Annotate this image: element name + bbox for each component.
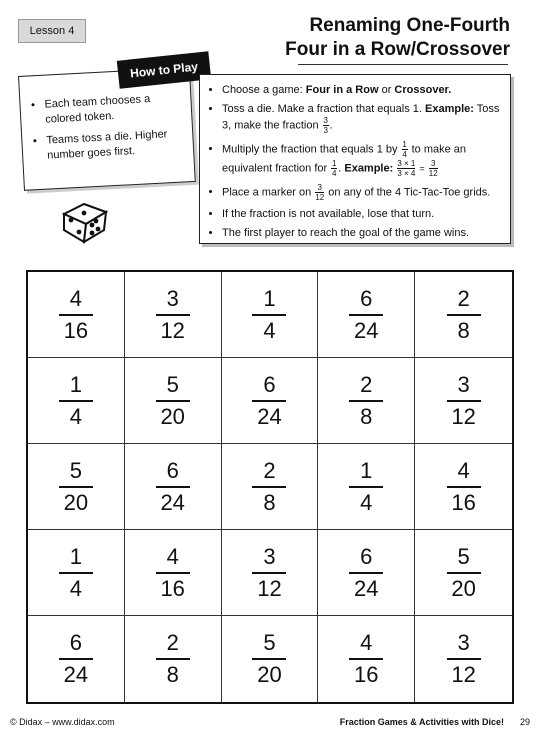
lesson-label: Lesson 4: [18, 19, 86, 43]
inline-fraction: $\frac{3 \times 1}{3 \times 4}$: [397, 159, 416, 178]
fraction: [156, 372, 190, 430]
grid-cell[interactable]: [318, 444, 415, 530]
numerator: 4: [166, 543, 179, 569]
fraction-bar: [156, 314, 190, 316]
fraction: [447, 630, 481, 688]
fraction-bar: [447, 572, 481, 574]
numerator: 5: [69, 457, 83, 483]
denominator: 20: [63, 489, 89, 515]
fraction: [447, 544, 481, 602]
inline-fraction: $\frac{1}{4}$: [402, 140, 407, 159]
denominator: 24: [354, 575, 379, 601]
numerator: 1: [69, 371, 83, 397]
fraction: [252, 630, 286, 688]
fraction: [252, 544, 286, 602]
numerator: 4: [360, 630, 373, 655]
numerator: 6: [263, 371, 276, 397]
rules-card: [199, 74, 511, 244]
fraction-bar: [349, 486, 383, 488]
fraction: [252, 458, 286, 516]
rule-item: • Choose a game: Four in a Row or Crossover.: [222, 83, 502, 97]
denominator: 12: [451, 662, 476, 687]
fraction: [447, 286, 481, 344]
grid-cell[interactable]: [125, 530, 222, 616]
grid-cell[interactable]: [28, 444, 125, 530]
rule-item: • Toss a die. Make a fraction that equals 1. Example: Toss 3, make the fraction $\frac{3}{3}$ .: [222, 102, 502, 135]
fraction: [252, 372, 286, 430]
grid-cell[interactable]: [125, 616, 222, 702]
fraction-bar: [447, 658, 481, 660]
numerator: 1: [69, 543, 83, 569]
title-line-2: Four in a Row/Crossover: [285, 39, 510, 60]
grid-cell[interactable]: [125, 272, 222, 358]
grid-cell[interactable]: [222, 272, 319, 358]
numerator: 3: [166, 285, 179, 311]
inline-fraction: $\frac{3}{3}$: [323, 116, 328, 135]
denominator: 24: [160, 489, 185, 515]
fraction-bar: [156, 486, 190, 488]
numerator: 4: [457, 457, 470, 483]
denominator: 12: [257, 575, 282, 601]
fraction: [156, 544, 190, 602]
numerator: 2: [166, 630, 179, 655]
denominator: 16: [354, 662, 379, 687]
rule-item: • If the fraction is not available, lose that turn.: [222, 207, 502, 221]
denominator: 24: [354, 317, 379, 343]
numerator: 3: [263, 543, 276, 569]
numerator: 2: [263, 457, 276, 483]
numerator: 2: [457, 285, 470, 311]
denominator: 4: [69, 575, 83, 601]
denominator: 4: [263, 317, 276, 343]
denominator: 8: [457, 317, 470, 343]
grid-cell[interactable]: [125, 358, 222, 444]
grid-cell[interactable]: [222, 616, 319, 702]
fraction-bar: [252, 400, 286, 402]
fraction: [59, 372, 93, 430]
fraction-bar: [349, 400, 383, 402]
numerator: 6: [360, 543, 373, 569]
denominator: 12: [160, 317, 185, 343]
title-line-1: Renaming One-Fourth: [309, 15, 510, 36]
fraction: [59, 286, 93, 344]
numerator: 5: [166, 371, 179, 397]
denominator: 16: [63, 317, 89, 343]
numerator: 1: [360, 457, 373, 483]
grid-cell[interactable]: [28, 616, 125, 702]
denominator: 4: [69, 403, 83, 429]
grid-cell[interactable]: [415, 358, 512, 444]
denominator: 24: [63, 662, 89, 687]
denominator: 4: [360, 489, 373, 515]
inline-fraction: $\frac{1}{4}$: [332, 159, 337, 178]
fraction: [156, 458, 190, 516]
fraction-bar: [156, 572, 190, 574]
numerator: 6: [360, 285, 373, 311]
fraction-bar: [447, 314, 481, 316]
footer-book-title: Fraction Games & Activities with Dice!: [339, 717, 504, 727]
fraction: [349, 630, 383, 688]
numerator: 5: [263, 630, 276, 655]
fraction-bar: [156, 658, 190, 660]
fraction: [349, 544, 383, 602]
fraction: [156, 630, 190, 688]
grid-cell[interactable]: [222, 444, 319, 530]
numerator: 2: [360, 371, 373, 397]
fraction-bar: [252, 658, 286, 660]
footer-copyright: © Didax – www.didax.com: [10, 717, 115, 727]
denominator: 24: [257, 403, 282, 429]
grid-cell[interactable]: [415, 272, 512, 358]
grid-cell[interactable]: [318, 530, 415, 616]
denominator: 8: [166, 662, 179, 687]
fraction: [349, 372, 383, 430]
fraction: [59, 458, 93, 516]
fraction-bar: [59, 572, 93, 574]
grid-cell[interactable]: [318, 272, 415, 358]
inline-fraction: $\frac{3}{12}$: [428, 159, 438, 178]
denominator: 12: [451, 403, 476, 429]
denominator: 16: [160, 575, 185, 601]
fraction-bar: [349, 572, 383, 574]
fraction-bar: [59, 314, 93, 316]
numerator: 6: [69, 630, 83, 655]
how-to-play-banner: How to Play: [117, 51, 211, 88]
title-divider: [298, 64, 508, 65]
grid-cell[interactable]: [222, 358, 319, 444]
fraction: [252, 286, 286, 344]
grid-cell[interactable]: [318, 358, 415, 444]
grid-cell[interactable]: [28, 272, 125, 358]
setup-rule: • Each team chooses a colored token.: [44, 90, 183, 127]
fraction-bar: [447, 400, 481, 402]
denominator: 8: [360, 403, 373, 429]
numerator: 4: [69, 285, 83, 311]
denominator: 8: [263, 489, 276, 515]
numerator: 3: [457, 630, 470, 655]
inline-fraction: $\frac{3}{12}$: [315, 183, 325, 202]
fraction-bar: [252, 486, 286, 488]
grid-cell[interactable]: [415, 616, 512, 702]
fraction: [59, 630, 93, 688]
numerator: 1: [263, 285, 276, 311]
setup-rule: • Teams toss a die. Higher number goes first.: [46, 126, 185, 163]
fraction-bar: [349, 658, 383, 660]
denominator: 20: [160, 403, 185, 429]
grid-cell[interactable]: [415, 530, 512, 616]
fraction: [349, 458, 383, 516]
grid-cell[interactable]: [28, 530, 125, 616]
rule-item: • Place a marker on $\frac{3}{12}$ on any of the 4 Tic-Tac-Toe grids.: [222, 183, 502, 202]
fraction-bar: [59, 486, 93, 488]
fraction: [156, 286, 190, 344]
page-number: 29: [519, 717, 530, 727]
rule-item: • Multiply the fraction that equals 1 by $\frac{1}{4}$ to make an equivalent fraction for $\frac{1}{4}$ . Example: $\frac{3 \times 1}{3 \times 4}$ = $\frac{3}{12}$: [222, 140, 502, 178]
fraction: [447, 372, 481, 430]
fraction-bar: [447, 486, 481, 488]
rule-item: • The first player to reach the goal of the game wins.: [222, 226, 502, 240]
denominator: 16: [451, 489, 476, 515]
fraction-bar: [59, 658, 93, 660]
fraction: [59, 544, 93, 602]
game-grid: [26, 270, 514, 704]
fraction: [349, 286, 383, 344]
numerator: 3: [457, 371, 470, 397]
numerator: 6: [166, 457, 179, 483]
die-icon: [60, 196, 110, 246]
grid-cell[interactable]: [125, 444, 222, 530]
denominator: 20: [257, 662, 282, 687]
grid-cell[interactable]: [222, 530, 319, 616]
denominator: 20: [451, 575, 476, 601]
grid-cell[interactable]: [318, 616, 415, 702]
fraction-bar: [156, 400, 190, 402]
page-title: [285, 14, 510, 62]
fraction: [447, 458, 481, 516]
numerator: 5: [457, 543, 470, 569]
fraction-bar: [59, 400, 93, 402]
fraction-bar: [252, 572, 286, 574]
fraction-bar: [252, 314, 286, 316]
grid-cell[interactable]: [415, 444, 512, 530]
fraction-bar: [349, 314, 383, 316]
grid-cell[interactable]: [28, 358, 125, 444]
setup-card: [18, 67, 196, 191]
